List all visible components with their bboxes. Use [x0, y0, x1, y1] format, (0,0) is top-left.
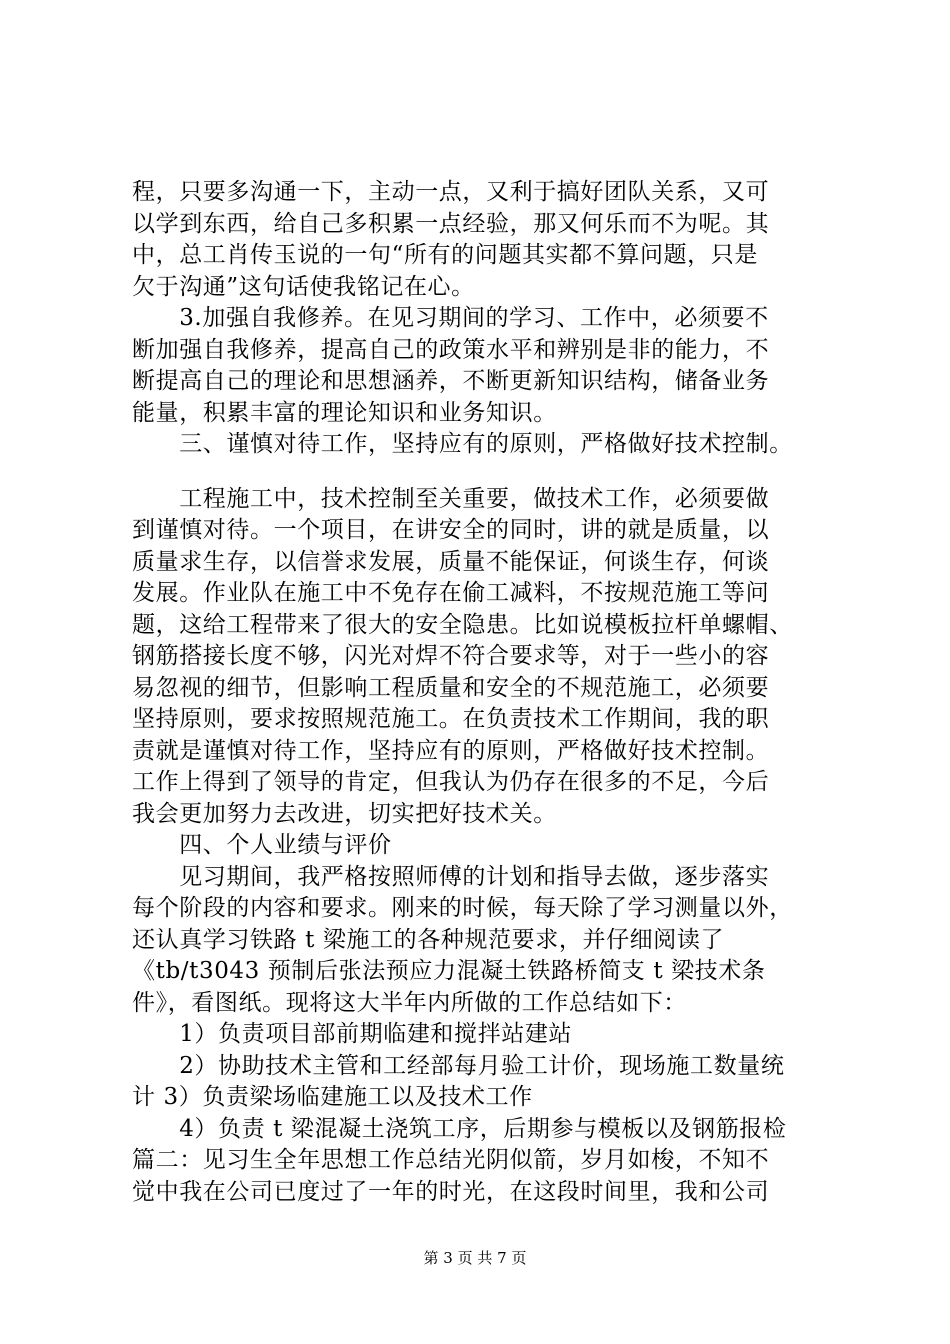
- list-item: 4）负责 t 梁混凝土浇筑工序，后期参与模板以及钢筋报检: [132, 1116, 787, 1142]
- text-line: 质量求生存，以信誉求发展，质量不能保证，何谈生存，何谈: [132, 549, 770, 575]
- text-line: 见习期间，我严格按照师傅的计划和指导去做，逐步落实: [132, 864, 770, 890]
- text-line: 发展。作业队在施工中不免存在偷工减料，不按规范施工等问: [132, 580, 770, 606]
- page-number-footer: 第 3 页 共 7 页: [423, 1249, 527, 1267]
- list-item: 计 3）负责梁场临建施工以及技术工作: [132, 1084, 533, 1110]
- text-line: 钢筋搭接长度不够，闪光对焊不符合要求等，对于一些小的容: [132, 643, 770, 669]
- text-line: 断提高自己的理论和思想涵养，不断更新知识结构，储备业务: [132, 368, 770, 394]
- text-line: 题，这给工程带来了很大的安全隐患。比如说模板拉杆单螺帽、: [132, 612, 793, 638]
- text-line: 每个阶段的内容和要求。刚来的时候，每天除了学习测量以外，: [132, 895, 793, 921]
- text-line: 到谨慎对待。一个项目，在讲安全的同时，讲的就是质量，以: [132, 517, 770, 543]
- text-line: 能量，积累丰富的理论知识和业务知识。: [132, 400, 557, 426]
- list-item: 2）协助技术主管和工经部每月验工计价，现场施工数量统: [132, 1053, 785, 1079]
- text-line: 以学到东西，给自己多积累一点经验，那又何乐而不为呢。其: [132, 211, 770, 237]
- section-heading: 三、谨慎对待工作，坚持应有的原则，严格做好技术控制。: [132, 431, 793, 457]
- text-line: 易忽视的细节，但影响工程质量和安全的不规范施工，必须要: [132, 675, 770, 701]
- text-line: 责就是谨慎对待工作，坚持应有的原则，严格做好技术控制。: [132, 738, 770, 764]
- text-line: 工程施工中，技术控制至关重要，做技术工作，必须要做: [132, 486, 770, 512]
- text-line: 坚持原则，要求按照规范施工。在负责技术工作期间，我的职: [132, 706, 770, 732]
- section-heading: 四、个人业绩与评价: [132, 832, 392, 858]
- text-line: 程，只要多沟通一下，主动一点，又利于搞好团队关系，又可: [132, 179, 770, 205]
- text-line: 件》，看图纸。现将这大半年内所做的工作总结如下：: [132, 990, 687, 1016]
- text-line: 篇二：见习生全年思想工作总结光阴似箭，岁月如梭，不知不: [132, 1147, 770, 1173]
- text-line: 觉中我在公司已度过了一年的时光，在这段时间里，我和公司: [132, 1179, 770, 1205]
- text-line: 断加强自我修养，提高自己的政策水平和辨别是非的能力，不: [132, 337, 770, 363]
- text-line: 中，总工肖传玉说的一句“所有的问题其实都不算问题，只是: [132, 242, 758, 268]
- text-line: 欠于沟通”这句话使我铭记在心。: [132, 274, 475, 300]
- text-line: 《tb/t3043 预制后张法预应力混凝土铁路桥简支 t 梁技术条: [132, 958, 766, 984]
- list-item: 1）负责项目部前期临建和搅拌站建站: [132, 1021, 573, 1047]
- text-line: 工作上得到了领导的肯定，但我认为仍存在很多的不足，今后: [132, 769, 770, 795]
- text-line: 我会更加努力去改进，切实把好技术关。: [132, 801, 557, 827]
- text-line: 3.加强自我修养。在见习期间的学习、工作中，必须要不: [132, 305, 769, 331]
- text-line: 还认真学习铁路 t 梁施工的各种规范要求，并仔细阅读了: [132, 927, 725, 953]
